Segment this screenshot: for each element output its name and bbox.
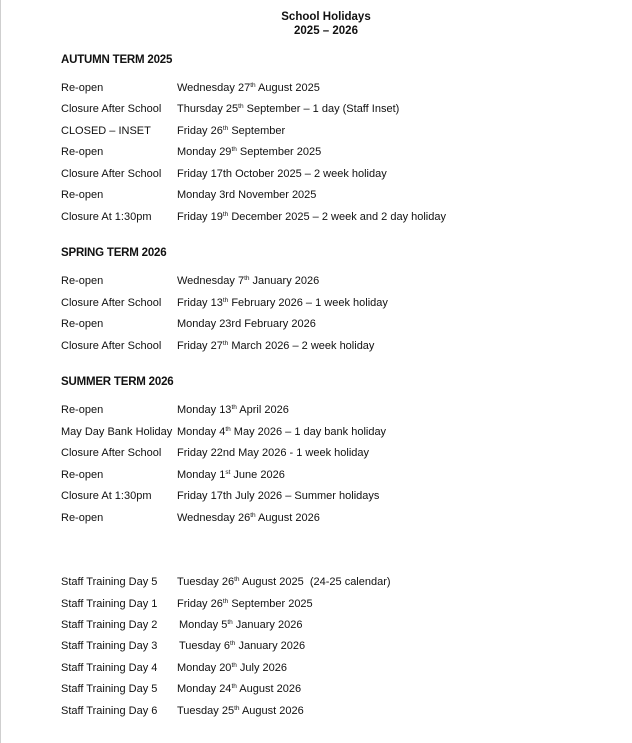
table-row xyxy=(0,187,632,203)
section-heading-autumn: AUTUMN TERM 2025 xyxy=(61,54,173,66)
event-date: Friday 26th September xyxy=(177,125,286,137)
training-row xyxy=(0,638,632,654)
table-row xyxy=(0,295,632,311)
event-label: Re-open xyxy=(61,189,104,201)
event-date: Friday 17th July 2026 – Summer holidays xyxy=(177,490,380,502)
event-label: May Day Bank Holiday xyxy=(61,426,173,438)
table-row xyxy=(0,402,632,418)
training-day-label: Staff Training Day 6 xyxy=(61,705,158,717)
table-row xyxy=(0,209,632,225)
event-label: Closure After School xyxy=(61,103,162,115)
table-row xyxy=(0,488,632,504)
table-row xyxy=(0,338,632,354)
table-row xyxy=(0,123,632,139)
table-row xyxy=(0,316,632,332)
event-label: CLOSED – INSET xyxy=(61,125,151,137)
table-row xyxy=(0,467,632,483)
event-date: Monday 3rd November 2025 xyxy=(177,189,317,201)
table-row xyxy=(0,445,632,461)
training-day-date: Friday 26th September 2025 xyxy=(177,598,313,610)
event-date: Wednesday 7th January 2026 xyxy=(177,275,320,287)
event-label: Re-open xyxy=(61,275,104,287)
training-day-date: Tuesday 25th August 2026 xyxy=(177,705,304,717)
event-label: Closure At 1:30pm xyxy=(61,490,152,502)
event-date: Friday 17th October 2025 – 2 week holiday xyxy=(177,168,387,180)
event-label: Closure After School xyxy=(61,297,162,309)
event-label: Re-open xyxy=(61,82,104,94)
event-date: Wednesday 27th August 2025 xyxy=(177,82,320,94)
table-row xyxy=(0,166,632,182)
training-row xyxy=(0,617,632,633)
training-day-label: Staff Training Day 1 xyxy=(61,598,158,610)
table-row xyxy=(0,144,632,160)
event-label: Re-open xyxy=(61,404,104,416)
training-day-date: Monday 5th January 2026 xyxy=(179,619,303,631)
section-heading-summer: SUMMER TERM 2026 xyxy=(61,376,174,388)
event-label: Closure After School xyxy=(61,447,162,459)
training-row xyxy=(0,681,632,697)
table-row xyxy=(0,424,632,440)
training-day-label: Staff Training Day 3 xyxy=(61,640,158,652)
event-label: Re-open xyxy=(61,318,104,330)
event-label: Re-open xyxy=(61,469,104,481)
table-row xyxy=(0,510,632,526)
event-date: Friday 27th March 2026 – 2 week holiday xyxy=(177,340,375,352)
section-heading-spring: SPRING TERM 2026 xyxy=(61,247,167,259)
training-day-date: Tuesday 26th August 2025 (24-25 calendar) xyxy=(177,576,391,588)
event-date: Wednesday 26th August 2026 xyxy=(177,512,320,524)
table-row xyxy=(0,80,632,96)
training-day-label: Staff Training Day 2 xyxy=(61,619,158,631)
document-year-range: 2025 – 2026 xyxy=(294,25,358,37)
training-row xyxy=(0,574,632,590)
event-date: Monday 1st June 2026 xyxy=(177,469,285,481)
training-day-label: Staff Training Day 4 xyxy=(61,662,158,674)
event-label: Re-open xyxy=(61,512,104,524)
event-date: Thursday 25th September – 1 day (Staff Inset) xyxy=(177,103,400,115)
event-date: Friday 22nd May 2026 - 1 week holiday xyxy=(177,447,369,459)
event-date: Monday 23rd February 2026 xyxy=(177,318,316,330)
training-row xyxy=(0,596,632,612)
event-label: Closure After School xyxy=(61,340,162,352)
training-row xyxy=(0,660,632,676)
event-label: Closure After School xyxy=(61,168,162,180)
event-date: Friday 19th December 2025 – 2 week and 2 day holiday xyxy=(177,211,446,223)
event-date: Monday 4th May 2026 – 1 day bank holiday xyxy=(177,426,387,438)
event-label: Closure At 1:30pm xyxy=(61,211,152,223)
training-day-label: Staff Training Day 5 xyxy=(61,683,158,695)
training-day-label: Staff Training Day 5 xyxy=(61,576,158,588)
training-day-date: Tuesday 6th January 2026 xyxy=(179,640,306,652)
training-row xyxy=(0,703,632,719)
table-row xyxy=(0,273,632,289)
event-date: Monday 29th September 2025 xyxy=(177,146,322,158)
table-row xyxy=(0,101,632,117)
event-date: Monday 13th April 2026 xyxy=(177,404,289,416)
training-day-date: Monday 20th July 2026 xyxy=(177,662,288,674)
training-day-date: Monday 24th August 2026 xyxy=(177,683,302,695)
document-title: School Holidays xyxy=(281,11,371,23)
event-label: Re-open xyxy=(61,146,104,158)
event-date: Friday 13th February 2026 – 1 week holiday xyxy=(177,297,388,309)
